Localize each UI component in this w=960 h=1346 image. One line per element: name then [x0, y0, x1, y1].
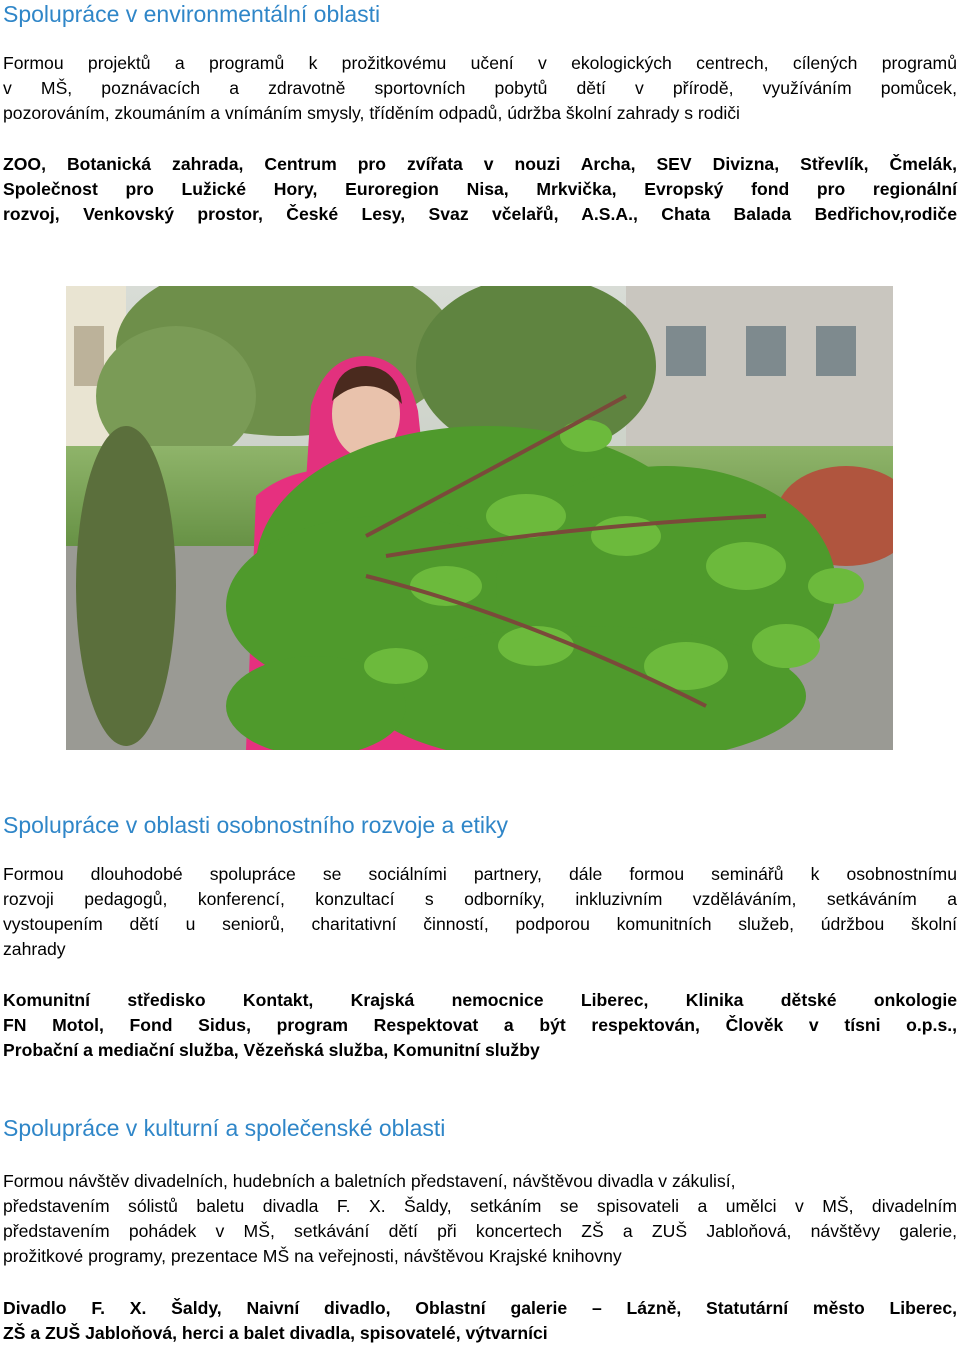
- text-line: vystoupením dětí u seniorů, charitativní činností, podporou komunitních služeb, údržbou školní: [3, 914, 957, 934]
- window: [666, 326, 706, 376]
- text-line: Probační a mediační služba, Vězeňská služba, Komunitní služby: [3, 1040, 540, 1060]
- window: [746, 326, 786, 376]
- section-heading-personal: Spolupráce v oblasti osobnostního rozvoje a etiky: [3, 812, 509, 838]
- environment-partners: [3, 152, 957, 227]
- text-line: ZŠ a ZUŠ Jabloňová, herci a balet divadla, spisovatelé, výtvarníci: [3, 1323, 548, 1343]
- text-line: představením pohádek v MŠ, setkávání dětí při koncertech ZŠ a ZUŠ Jabloňová, návštěvy galerie,: [3, 1221, 957, 1241]
- culture-partners: [3, 1296, 957, 1346]
- text-line: prožitkové programy, prezentace MŠ na veřejnosti, návštěvou Krajské knihovny: [3, 1246, 622, 1266]
- section-heading-culture: Spolupráce v kulturní a společenské oblasti: [3, 1115, 446, 1141]
- window: [816, 326, 856, 376]
- text-line: Společnost pro Lužické Hory, Euroregion Nisa, Mrkvička, Evropský fond pro regionální: [3, 179, 957, 199]
- text-line: představením sólistů baletu divadla F. X. Šaldy, setkáním se spisovateli a umělci v MŠ, divadelním: [3, 1196, 957, 1216]
- personal-intro: [3, 862, 957, 962]
- shrub-left: [76, 426, 176, 746]
- text-line: Komunitní středisko Kontakt, Krajská nemocnice Liberec, Klinika dětské onkologie: [3, 990, 957, 1010]
- text-line: Divadlo F. X. Šaldy, Naivní divadlo, Oblastní galerie – Lázně, Statutární město Liberec,: [3, 1298, 957, 1318]
- text-line: Formou dlouhodobé spolupráce se sociálními partnery, dále formou seminářů k osobnostnímu: [3, 864, 957, 884]
- text-line: Formou projektů a programů k prožitkovému učení v ekologických centrech, cílených programů: [3, 53, 957, 73]
- text-line: Formou návštěv divadelních, hudebních a baletních představení, návštěvou divadla v zákulisí,: [3, 1171, 736, 1191]
- text-line: FN Motol, Fond Sidus, program Respektovat a být respektován, Člověk v tísni o.p.s.,: [3, 1015, 957, 1035]
- text-line: rozvoj, Venkovský prostor, České Lesy, Svaz včelařů, A.S.A., Chata Balada Bedřichov,rodiče: [3, 204, 957, 224]
- environment-intro: [3, 51, 957, 126]
- text-line: v MŠ, poznávacích a zdravotně sportovních pobytů dětí v přírodě, využíváním pomůcek,: [3, 78, 957, 98]
- photo-woman-with-branches: [66, 286, 893, 750]
- personal-partners: [3, 988, 957, 1063]
- text-line: ZOO, Botanická zahrada, Centrum pro zvířata v nouzi Archa, SEV Divizna, Střevlík, Čmelák,: [3, 154, 957, 174]
- culture-intro: [3, 1169, 957, 1269]
- text-line: pozorováním, zkoumáním a vnímáním smysly, tříděním odpadů, údržba školní zahrady s rodiči: [3, 103, 740, 123]
- text-line: rozvoji pedagogů, konferencí, konzultací s odborníky, inkluzivním vzděláváním, setkáváním a: [3, 889, 957, 909]
- text-line: zahrady: [3, 939, 66, 959]
- section-heading-environment: Spolupráce v environmentální oblasti: [3, 1, 381, 27]
